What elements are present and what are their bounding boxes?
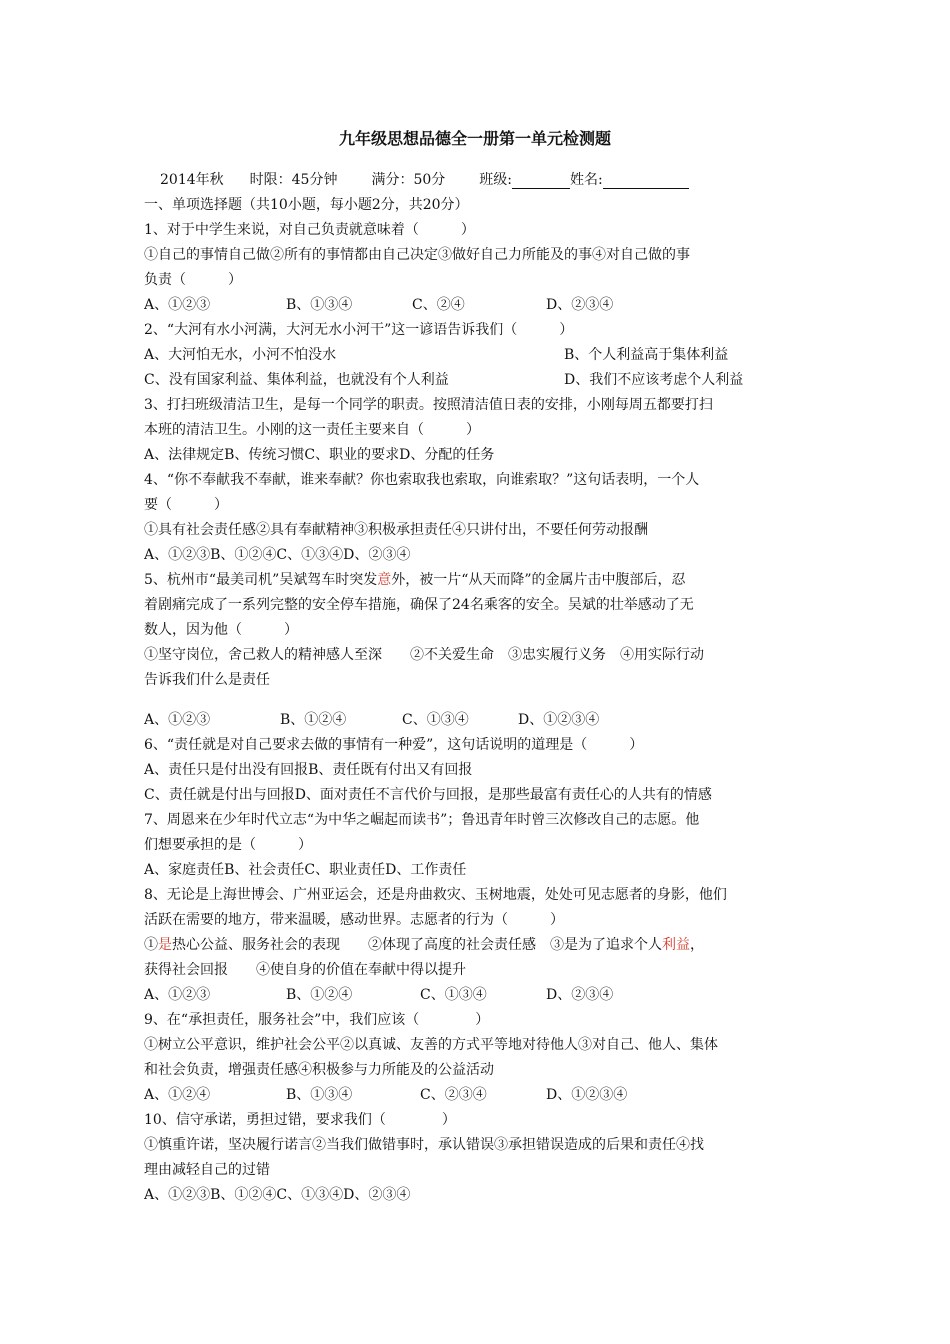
question-4-stem: 4、“你不奉献我不奉献，谁来奉献？你也索取我也索取，向谁索取？”这句话表明，一个人 <box>144 472 700 488</box>
choice-a: A、①②③ <box>144 987 211 1003</box>
question-1-choices <box>144 293 814 318</box>
exam-info-line <box>144 168 814 193</box>
choice-c: C、没有国家利益、集体利益，也就没有个人利益 <box>144 372 449 388</box>
choice-a: A、①②④ <box>144 1087 211 1103</box>
exam-content <box>144 168 814 1208</box>
choice-c: C、②④ <box>412 297 465 313</box>
choice-c: C、②③④ <box>420 1087 487 1103</box>
item-text: ① <box>144 937 158 953</box>
choice-d: D、①②③④ <box>518 712 600 728</box>
class-blank[interactable] <box>512 171 570 189</box>
question-5-stem-cont2: 数人，因为他（ ） <box>144 622 298 638</box>
highlighted-text: 意 <box>377 572 392 588</box>
question-1-items-cont: 负责（ ） <box>144 272 242 288</box>
question-6-choices-ab: A、责任只是付出没有回报B、责任既有付出又有回报 <box>144 762 473 778</box>
class-label: 班级: <box>479 172 513 188</box>
item-text: ， <box>690 937 704 953</box>
question-2-choices-ab <box>144 343 814 368</box>
choice-b: B、①②④ <box>280 712 347 728</box>
full-score-text: 满分：50分 <box>371 172 446 188</box>
choice-c: C、①③④ <box>402 712 469 728</box>
choice-d: D、①②③④ <box>546 1087 628 1103</box>
choice-b: B、个人利益高于集体利益 <box>564 347 729 363</box>
question-10-items: ①慎重许诺，坚决履行诺言②当我们做错事时，承认错误③承担错误造成的后果和责任④找 <box>144 1137 704 1153</box>
choice-b: B、①②④ <box>286 987 353 1003</box>
question-10-stem: 10、信守承诺，勇担过错，要求我们（ ） <box>144 1112 456 1128</box>
question-4-items: ①具有社会责任感②具有奉献精神③积极承担责任④只讲付出，不要任何劳动报酬 <box>144 522 648 538</box>
question-9-items: ①树立公平意识，维护社会公平②以真诚、友善的方式平等地对待他人③对自己、他人、集体 <box>144 1037 718 1053</box>
choice-c: C、①③④ <box>420 987 487 1003</box>
question-2-choices-cd <box>144 368 814 393</box>
choice-b: B、①③④ <box>286 1087 353 1103</box>
question-9-stem: 9、在“承担责任，服务社会”中，我们应该（ ） <box>144 1012 490 1028</box>
question-1-items: ①自己的事情自己做②所有的事情都由自己决定③做好自己力所能及的事④对自己做的事 <box>144 247 690 263</box>
choice-a: A、①②③ <box>144 712 211 728</box>
name-blank[interactable] <box>603 171 689 189</box>
question-7-stem-cont: 们想要承担的是（ ） <box>144 837 312 853</box>
blank-gap <box>144 693 814 708</box>
question-8-stem-cont: 活跃在需要的地方，带来温暖，感动世界。志愿者的行为（ ） <box>144 912 564 928</box>
question-6-stem: 6、“责任就是对自己要求去做的事情有一种爱”，这句话说明的道理是（ ） <box>144 737 644 753</box>
question-7-stem: 7、周恩来在少年时代立志“为中华之崛起而读书”；鲁迅青年时曾三次修改自己的志愿。他 <box>144 812 700 828</box>
question-5-stem-cont: 着剧痛完成了一系列完整的安全停车措施，确保了24名乘客的安全。吴斌的壮举感动了无 <box>144 597 694 613</box>
choice-a: A、大河怕无水，小河不怕没水 <box>144 347 337 363</box>
question-7-choices: A、家庭责任B、社会责任C、职业责任D、工作责任 <box>144 862 467 878</box>
question-1-stem: 1、对于中学生来说，对自己负责就意味着（ ） <box>144 222 475 238</box>
question-3-stem-cont: 本班的清洁卫生。小刚的这一责任主要来自（ ） <box>144 422 480 438</box>
section-heading: 一、单项选择题（共10小题，每小题2分，共20分） <box>144 197 469 213</box>
question-5-items: ①坚守岗位，舍己救人的精神感人至深 ②不关爱生命 ③忠实履行义务 ④用实际行动 <box>144 647 704 663</box>
term-text: 2014年秋 <box>160 172 224 188</box>
item-text: 热心公益、服务社会的表现 ②体现了高度的社会责任感 ③是为了追求个人 <box>172 937 662 953</box>
question-6-choices-cd: C、责任就是付出与回报D、面对责任不言代价与回报，是那些最富有责任心的人共有的情感 <box>144 787 712 803</box>
question-5-choices <box>144 708 814 733</box>
question-8-choices <box>144 983 814 1008</box>
page-title: 九年级思想品德全一册第一单元检测题 <box>338 129 611 148</box>
question-3-choices: A、法律规定B、传统习惯C、职业的要求D、分配的任务 <box>144 447 495 463</box>
choice-a: A、①②③ <box>144 297 211 313</box>
choice-d: D、②③④ <box>546 297 614 313</box>
choice-d: D、我们不应该考虑个人利益 <box>564 372 744 388</box>
stem-text: 5、杭州市“最美司机”吴斌驾车时突发 <box>144 572 378 588</box>
choice-d: D、②③④ <box>546 987 614 1003</box>
question-4-stem-cont: 要（ ） <box>144 497 228 513</box>
question-3-stem: 3、打扫班级清洁卫生，是每一个同学的职责。按照清洁值日表的安排，小刚每周五都要打扫 <box>144 397 713 413</box>
choice-b: B、①③④ <box>286 297 353 313</box>
highlighted-text: 是 <box>158 937 172 953</box>
question-5-items-cont: 告诉我们什么是责任 <box>144 672 270 688</box>
question-10-items-cont: 理由减轻自己的过错 <box>144 1162 270 1178</box>
question-5-stem <box>144 568 814 593</box>
question-10-choices: A、①②③B、①②④C、①③④D、②③④ <box>144 1187 411 1203</box>
question-2-stem: 2、“大河有水小河满，大河无水小河干”这一谚语告诉我们（ ） <box>144 322 574 338</box>
stem-text: 外，被一片“从天而降”的金属片击中腹部后，忍 <box>391 572 686 588</box>
question-8-items <box>144 933 814 958</box>
question-4-choices: A、①②③B、①②④C、①③④D、②③④ <box>144 547 411 563</box>
highlighted-text: 利益 <box>662 937 690 953</box>
name-label: 姓名: <box>570 172 603 188</box>
question-8-stem: 8、无论是上海世博会、广州亚运会，还是舟曲救灾、玉树地震，处处可见志愿者的身影，他们 <box>144 887 727 903</box>
question-9-choices <box>144 1083 814 1108</box>
question-8-items-cont: 获得社会回报 ④使自身的价值在奉献中得以提升 <box>144 962 466 978</box>
time-limit-text: 时限：45分钟 <box>249 172 338 188</box>
question-9-items-cont: 和社会负责，增强责任感④积极参与力所能及的公益活动 <box>144 1062 494 1078</box>
